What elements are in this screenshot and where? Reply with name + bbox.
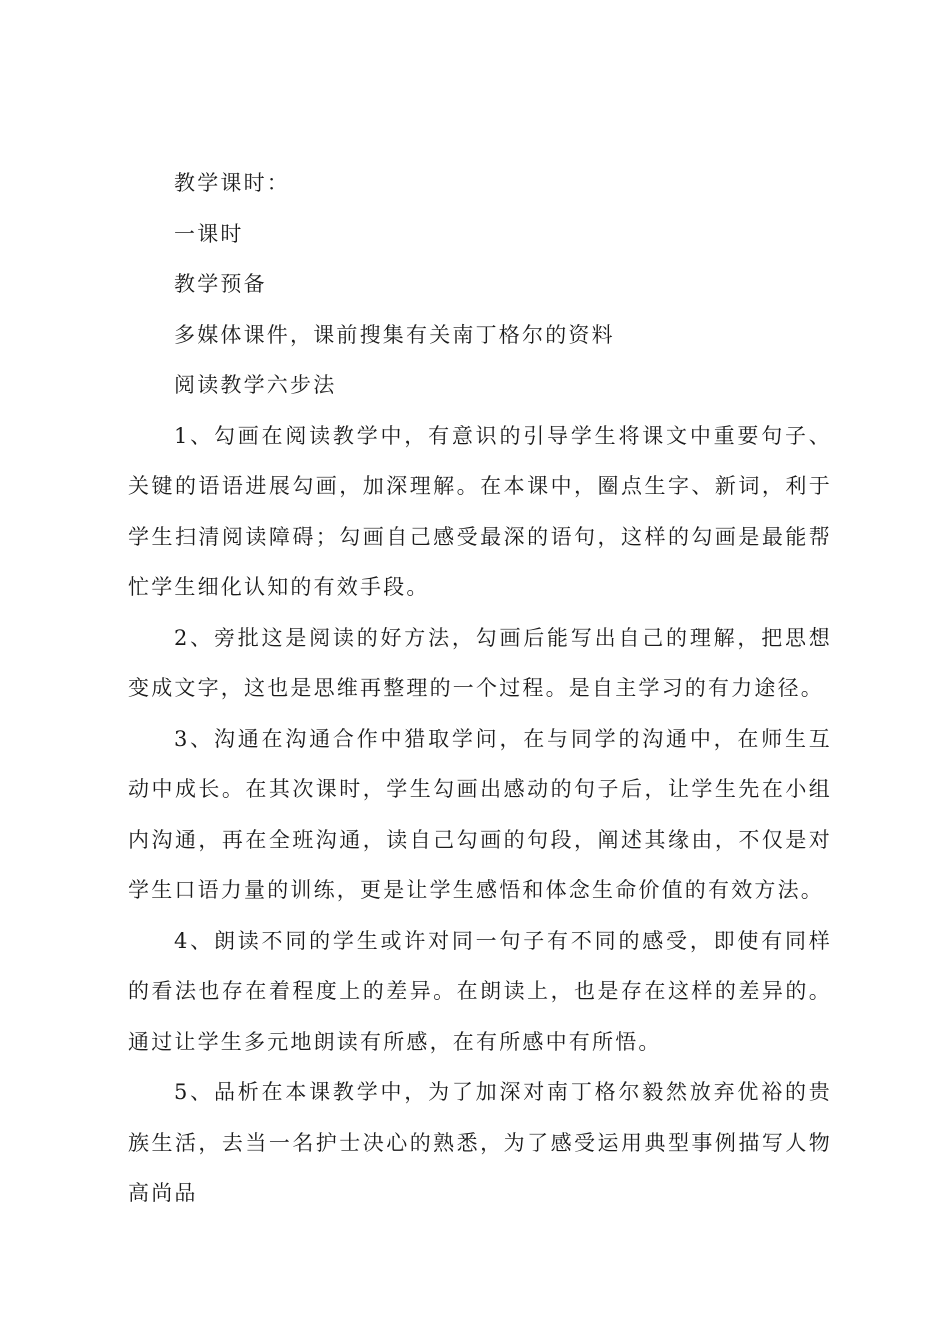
step-1-paragraph: 1、勾画在阅读教学中，有意识的引导学生将课文中重要句子、关键的语语进展勾画，加深理解。在本课中，圈点生字、新词，利于学生扫清阅读障碍；勾画自己感受最深的语句，这样的勾画是最能帮忙学生细化认知的有效手段。: [128, 423, 832, 599]
document-body: [128, 158, 832, 1219]
heading-six-steps: 阅读教学六步法: [174, 373, 337, 397]
step-2-paragraph: 2、旁批这是阅读的好方法，勾画后能写出自己的理解，把思想变成文字，这也是思维再整理的一个过程。是自主学习的有力途径。: [128, 625, 832, 700]
heading-preparation: 教学预备: [174, 272, 267, 296]
heading-lesson-time: 教学课时：: [174, 171, 290, 195]
step-4-paragraph: 4、朗读不同的学生或许对同一句子有不同的感受，即使有同样的看法也存在着程度上的差异。在朗读上，也是存在这样的差异的。通过让学生多元地朗读有所感，在有所感中有所悟。: [128, 928, 832, 1054]
preparation-text: 多媒体课件，课前搜集有关南丁格尔的资料: [174, 322, 615, 347]
lesson-count: 一课时: [174, 221, 244, 246]
step-5-paragraph: 5、品析在本课教学中，为了加深对南丁格尔毅然放弃优裕的贵族生活，去当一名护士决心的熟悉，为了感受运用典型事例描写人物高尚品: [128, 1080, 832, 1205]
step-3-paragraph: 3、沟通在沟通合作中猎取学问，在与同学的沟通中，在师生互动中成长。在其次课时，学生勾画出感动的句子后，让学生先在小组内沟通，再在全班沟通，读自己勾画的句段，阐述其缘由，不仅是对学生口语力量的训练，更是让学生感悟和体念生命价值的有效方法。: [128, 726, 832, 902]
